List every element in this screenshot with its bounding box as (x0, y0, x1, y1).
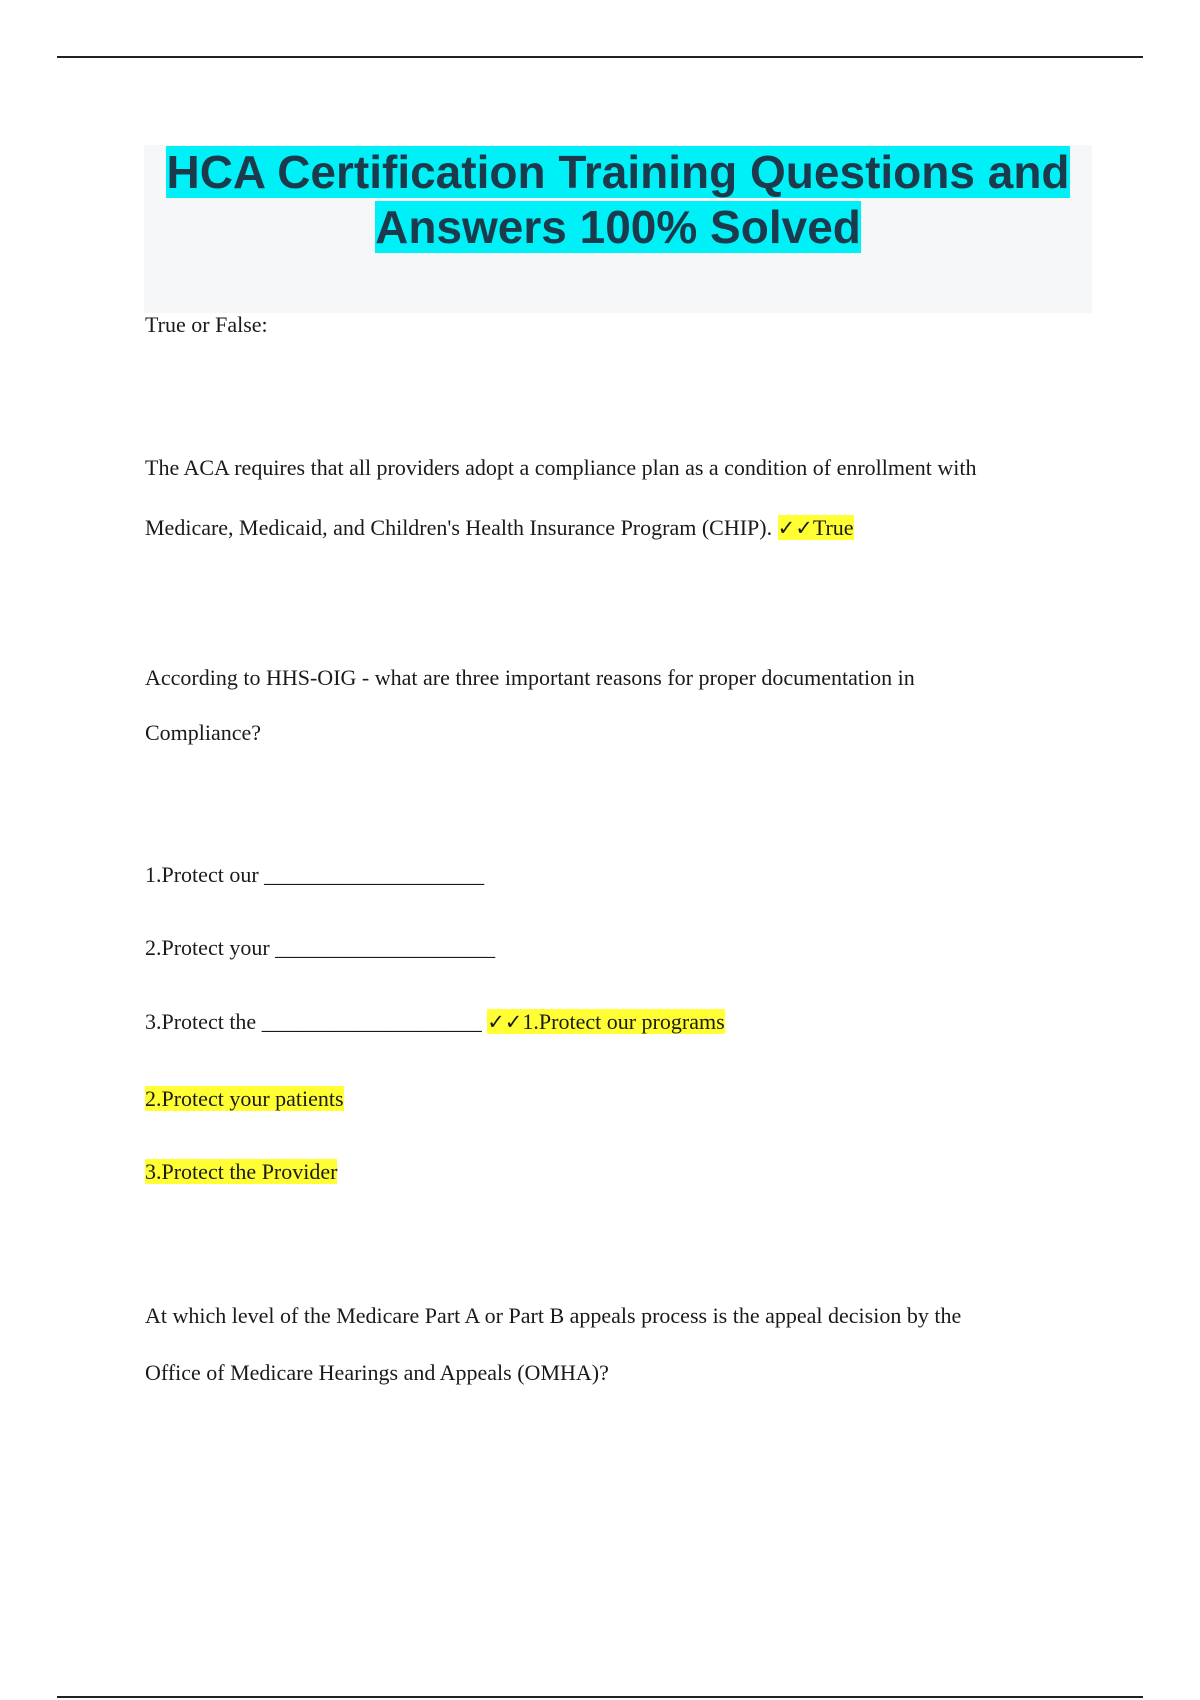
checkmark-icon: ✓✓ (487, 1010, 523, 1034)
q2-text-line-1: According to HHS-OIG - what are three important reasons for proper documentation in (145, 665, 915, 690)
q2-answer-1 (487, 1009, 724, 1034)
document-title: HCA Certification Training Questions and Answers 100% Solved (166, 146, 1070, 253)
q2-answer-2-line (145, 1086, 344, 1112)
q1-text-line-2 (145, 515, 854, 541)
q1-text-line-1: The ACA requires that all providers adopt a compliance plan as a condition of enrollment with (145, 455, 977, 480)
q1-prompt: True or False: (145, 312, 268, 337)
q2-text-line-2: Compliance? (145, 720, 262, 745)
q2-blank-2: 2.Protect your ____________________ (145, 935, 496, 960)
q2-answer-2: 2.Protect your patients (145, 1086, 344, 1111)
q3-text-line-2: Office of Medicare Hearings and Appeals (OMHA)? (145, 1360, 609, 1385)
q2-answer-3-line (145, 1159, 337, 1185)
q2-answer-3: 3.Protect the Provider (145, 1159, 338, 1184)
bottom-rule (57, 1696, 1143, 1698)
q1-text-line-2-text: Medicare, Medicaid, and Children's Health Insurance Program (CHIP). (145, 515, 773, 540)
q1-answer-text: True (812, 515, 854, 540)
q1-answer (778, 515, 854, 540)
checkmark-icon: ✓✓ (777, 516, 813, 540)
q2-answer-1-text: 1.Protect our programs (522, 1009, 725, 1034)
q3-text-line-1: At which level of the Medicare Part A or Part B appeals process is the appeal decision by the (145, 1303, 962, 1328)
q2-blank-3: 3.Protect the ____________________ (145, 1009, 482, 1034)
top-rule (57, 56, 1143, 58)
q2-blank-3-line (145, 1009, 725, 1035)
title-block (144, 145, 1092, 313)
q2-blank-1: 1.Protect our ____________________ (145, 862, 485, 887)
